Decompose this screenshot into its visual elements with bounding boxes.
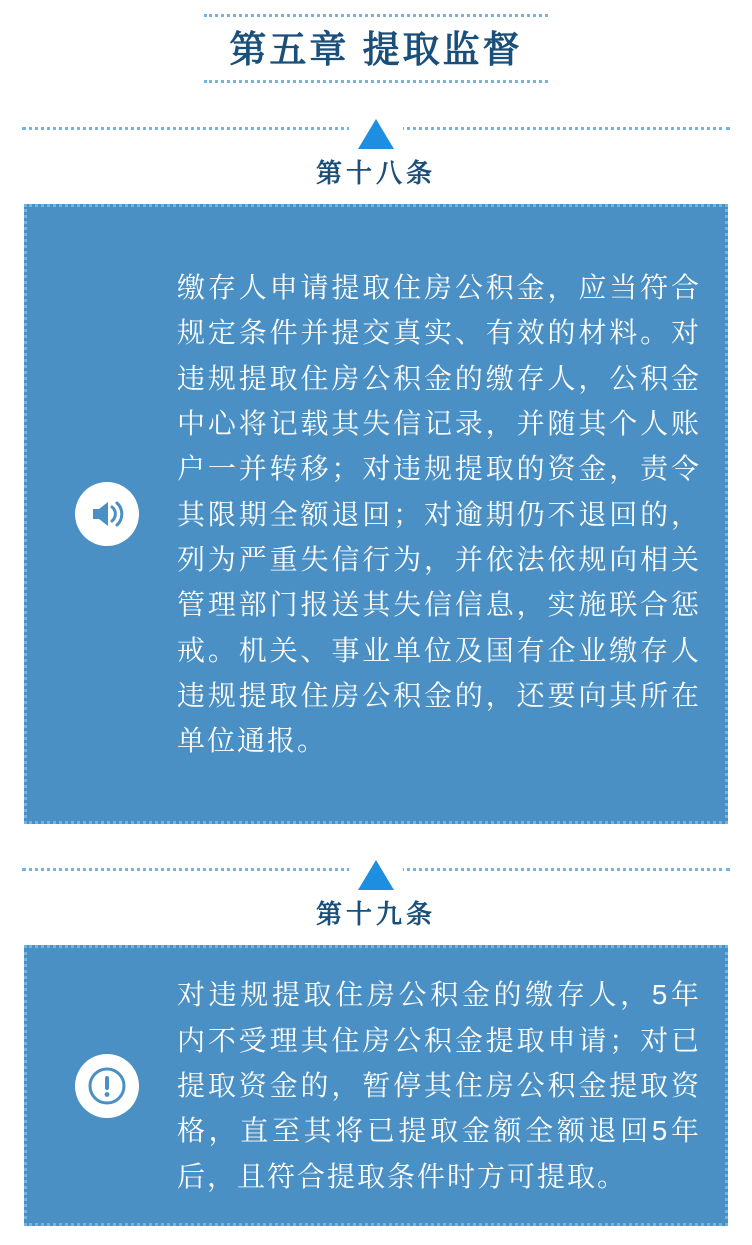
speaker-icon	[75, 482, 139, 546]
card-icon-wrap-18	[37, 482, 177, 546]
article-heading-18: 第十八条	[315, 158, 436, 189]
article-heading-19: 第十九条	[315, 899, 436, 930]
chapter-title-block	[0, 0, 752, 83]
article-body-18: 缴存人申请提取住房公积金，应当符合规定条件并提交真实、有效的材料。对违规提取住房公积金的缴存人，公积金中心将记载其失信记录，并随其个人账户一并转移；对违规提取的资金，责令其限期全额退回；对逾期仍不退回的，列为严重失信行为，并依法依规向相关管理部门报送其失信信息，实施联合惩戒。机关、事业单位及国有企业缴存人违规提取住房公积金的，还要向其所在单位通报。	[177, 271, 701, 757]
up-arrow-icon	[349, 846, 403, 892]
article-card-19	[24, 945, 728, 1226]
card-icon-wrap-19	[37, 1054, 177, 1118]
article-body-19: 对违规提取住房公积金的缴存人，5年内不受理其住房公积金提取申请；对已提取资金的，暂停其住房公积金提取资格，直至其将已提取金额全额退回5年后，且符合提取条件时方可提取。	[177, 979, 701, 1192]
warning-icon	[75, 1054, 139, 1118]
section-divider-2	[0, 846, 752, 892]
section-divider-1	[0, 105, 752, 151]
page-title: 第五章 提取监督	[229, 29, 523, 70]
bottom-spacer	[0, 1226, 752, 1244]
article-card-18	[24, 204, 728, 824]
title-bottom-rule	[204, 80, 548, 83]
up-arrow-icon	[349, 105, 403, 151]
